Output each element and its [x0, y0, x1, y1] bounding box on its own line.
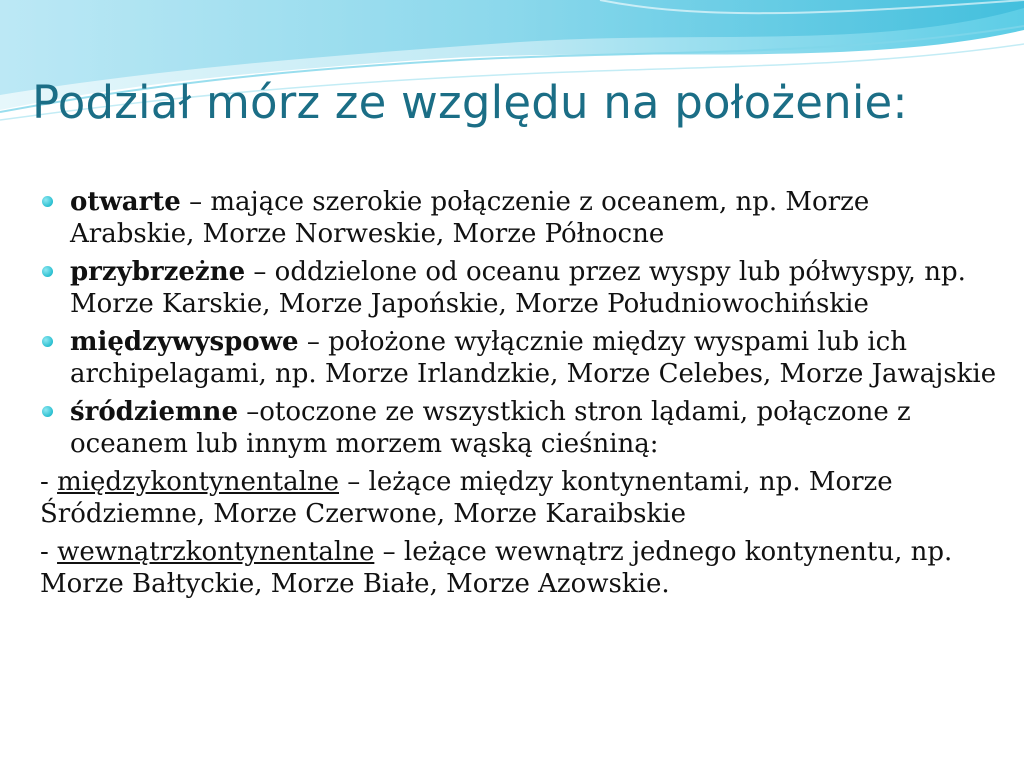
- term-label: otwarte: [70, 187, 181, 217]
- term-label: przybrzeżne: [70, 257, 246, 287]
- subtype-wewnatrzkontynentalne: [40, 536, 1000, 600]
- term-description: – mające szerokie połączenie z oceanem, np. Morze Arabskie, Morze Norweskie, Morze Północne: [70, 187, 870, 249]
- slide-content: [40, 186, 1000, 606]
- subtype-term: międzykontynentalne: [57, 467, 340, 497]
- bullet-dot-icon: [42, 336, 53, 347]
- term-label: śródziemne: [70, 397, 238, 427]
- subtype-description: – leżące wewnątrz jednego kontynentu, np. Morze Bałtyckie, Morze Białe, Morze Azowskie.: [40, 537, 953, 599]
- bullet-dot-icon: [42, 196, 53, 207]
- term-description: –otoczone ze wszystkich stron lądami, połączone z oceanem lub innym morzem wąską cieśniną:: [70, 397, 911, 459]
- subtype-term: wewnątrzkontynentalne: [57, 537, 375, 567]
- list-item-przybrzezne: [40, 256, 1000, 320]
- subtype-prefix: -: [40, 537, 58, 567]
- subtype-miedzykontynentalne: [40, 466, 1000, 530]
- list-item-srodziemne: [40, 396, 1000, 460]
- sea-types-list: [40, 186, 1000, 460]
- term-description: – położone wyłącznie między wyspami lub ich archipelagami, np. Morze Irlandzkie, Morze Celebes, Morze Jawajskie: [70, 327, 997, 389]
- term-label: międzywyspowe: [70, 327, 299, 357]
- list-item-miedzywyspowe: [40, 326, 1000, 390]
- subtype-prefix: -: [40, 467, 58, 497]
- bullet-dot-icon: [42, 266, 53, 277]
- subtype-description: – leżące między kontynentami, np. Morze Śródziemne, Morze Czerwone, Morze Karaibskie: [40, 467, 893, 529]
- bullet-dot-icon: [42, 406, 53, 417]
- slide-title: Podział mórz ze względu na położenie:: [32, 76, 908, 129]
- term-description: – oddzielone od oceanu przez wyspy lub półwyspy, np. Morze Karskie, Morze Japońskie, Morze Południowochińskie: [70, 257, 966, 319]
- list-item-otwarte: [40, 186, 1000, 250]
